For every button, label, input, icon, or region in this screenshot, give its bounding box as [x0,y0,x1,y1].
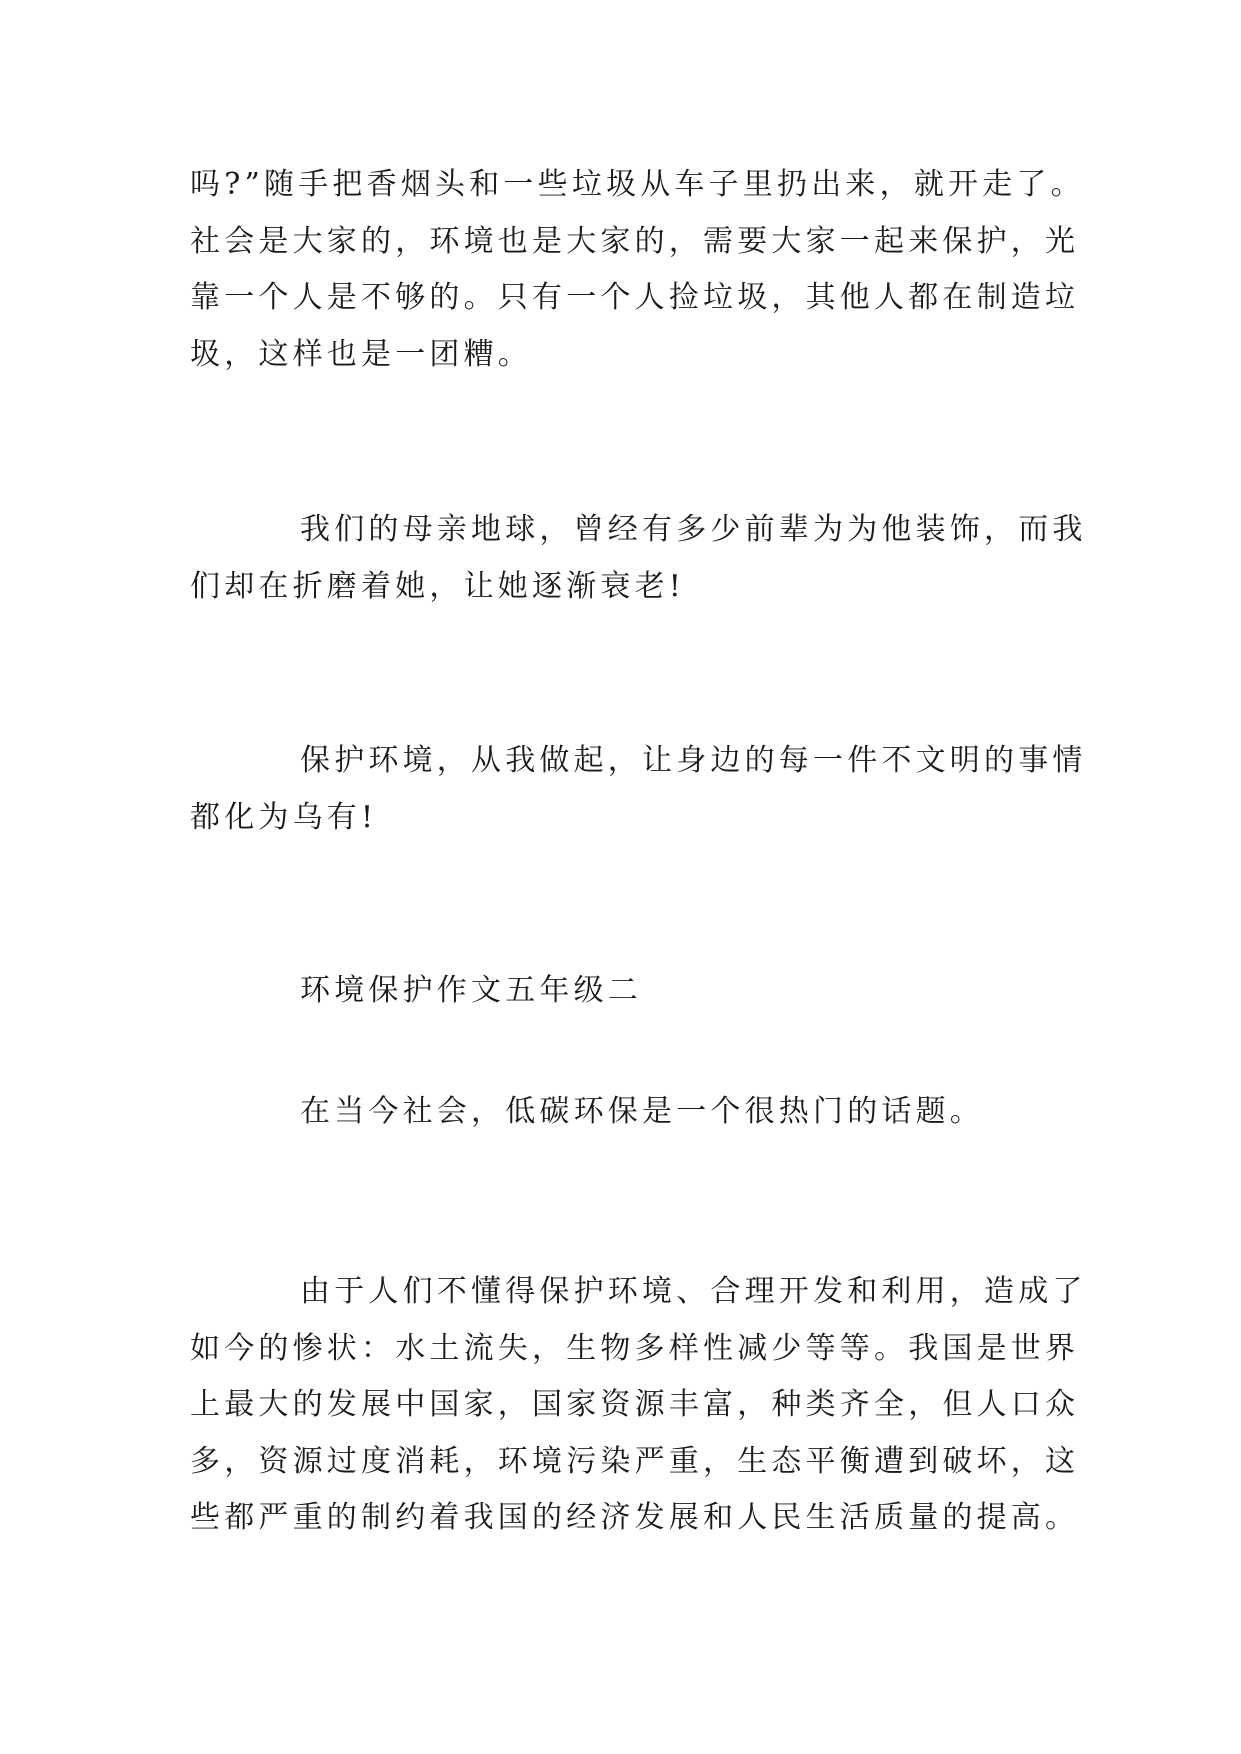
paragraph-continuation [190,157,1085,383]
text-line: 们却在折磨着她，让她逐渐衰老! [190,568,686,604]
paragraph-protect-environment [190,733,1087,846]
text-line: 圾，这样也是一团糟。 [190,336,532,372]
text-line: 吗?”随手把香烟头和一些垃圾从车子里扔出来，就开走了。 [190,167,1085,202]
text-line: 些都严重的制约着我国的经济发展和人民生活质量的提高。 [190,1500,1080,1535]
paragraph-low-carbon [190,1084,1070,1141]
text-line: 靠一个人是不够的。只有一个人捡垃圾，其他人都在制造垃 [190,280,1080,315]
text-line: 由于人们不懂得保护环境、合理开发和利用，造成了 [300,1274,1087,1309]
text-line: 在当今社会，低碳环保是一个很热门的话题。 [300,1094,984,1129]
text-line: 保护环境，从我做起，让身边的每一件不文明的事情 [300,743,1087,778]
heading-line: 环境保护作文五年级二 [300,973,642,1008]
paragraph-mother-earth [190,502,1087,615]
text-line: 我们的母亲地球，曾经有多少前辈为为他装饰，而我 [300,512,1087,547]
section-heading [190,963,1070,1020]
paragraph-consequences [190,1264,1087,1547]
text-line: 如今的惨状：水土流失，生物多样性减少等等。我国是世界 [190,1330,1080,1366]
text-line: 社会是大家的，环境也是大家的，需要大家一起来保护，光 [190,223,1080,259]
text-line: 都化为乌有! [190,799,378,835]
text-line: 多，资源过度消耗，环境污染严重，生态平衡遭到破坏，这 [190,1443,1080,1479]
text-line: 上最大的发展中国家，国家资源丰富，种类齐全，但人口众 [190,1387,1080,1422]
